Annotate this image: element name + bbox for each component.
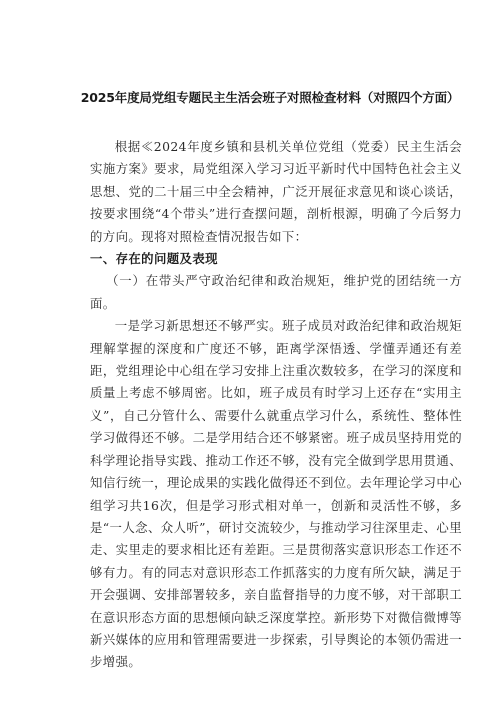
document-title: 2025年度局党组专题民主生活会班子对照检查材料（对照四个方面） (80, 90, 460, 105)
intro-paragraph: 根据≪2024年度乡镇和县机关单位党组（党委）民主生活会实施方案》要求，局党组深入学习习近平新时代中国特色社会主义思想、党的二十届三中全会精神，广泛开展征求意见和谈心谈话，按要求围绕“4个带头”进行查摆问题，剖析根源，明确了今后努力的方向。现将对照检查情况报告如下： (90, 139, 462, 244)
section-heading: 一、存在的问题及表现 (90, 251, 218, 267)
document-body (90, 136, 462, 674)
subsection-heading: （一）在带头严守政治纪律和政治规矩，维护党的团结统一方面。 (90, 273, 462, 311)
body-paragraph: 一是学习新思想还不够严实。班子成员对政治纪律和政治规矩理解掌握的深度和广度还不够，距离学深悟透、学懂弄通还有差距，党组理论中心组在学习安排上注重次数较多，在学习的深度和质量上考虑不够周密。比如，班子成员有时学习上还存在“实用主义”，自己分管什么、需要什么就重点学习什么，系统性、整体性学习做得还不够。二是学用结合还不够紧密。班子成员坚持用党的科学理论指导实践、推动工作还不够，没有完全做到学思用贯通、知信行统一，理论成果的实践化做得还不到位。去年理论学习中心组学习共16次，但是学习形式相对单一，创新和灵活性不够，多是“一人念、众人听”，研讨交流较少，与推动学习往深里走、心里走、实里走的要求相比还有差距。三是贯彻落实意识形态工作还不够有力。有的同志对意识形态工作抓落实的力度有所欠缺，满足于开会强调、安排部署较多，亲自监督指导的力度不够，对干部职工在意识形态方面的思想倾向缺乏深度掌控。新形势下对微信微博等新兴媒体的应用和管理需要进一步探索，引导舆论的本领仍需进一步增强。 (90, 318, 462, 670)
